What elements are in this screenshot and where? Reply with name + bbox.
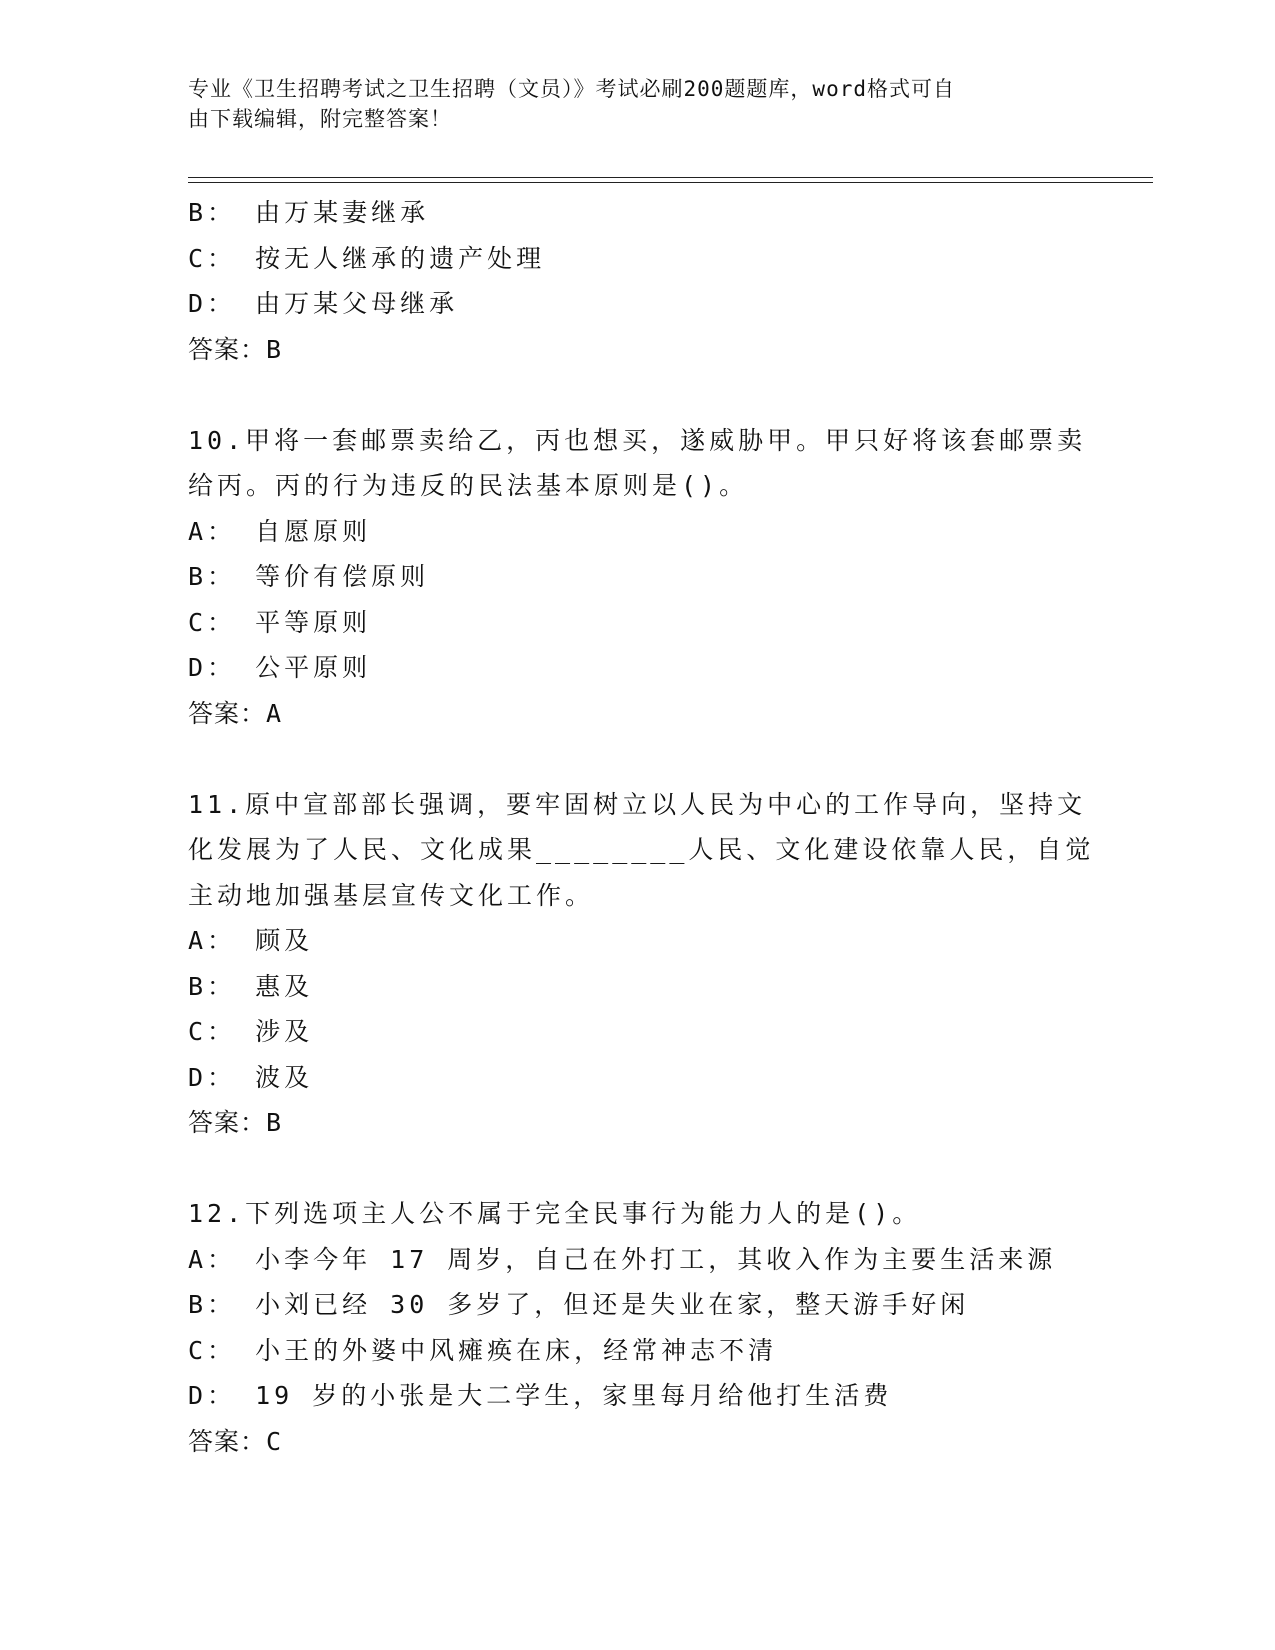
question-stem-line: 11.原中宣部部长强调，要牢固树立以人民为中心的工作导向，坚持文 — [188, 789, 1087, 819]
question-stem-line: 给丙。丙的行为违反的民法基本原则是()。 — [188, 471, 749, 500]
question-content — [188, 190, 1095, 1464]
question-stem-line: 主动地加强基层宣传文化工作。 — [188, 880, 595, 910]
header-line-2: 由下载编辑，附完整答案！ — [188, 107, 452, 131]
answer-line — [188, 691, 1088, 737]
header-rule-top — [188, 177, 1153, 178]
answer-line — [188, 327, 1088, 373]
answer-value: B — [266, 334, 284, 364]
answer-label: 答案： — [188, 698, 267, 728]
header-rule-bottom — [188, 182, 1153, 183]
option-a: A： 顾及 — [188, 926, 314, 955]
answer-label: 答案： — [188, 1108, 267, 1137]
option-d: D： 公平原则 — [188, 653, 372, 682]
option-d: D： 19 岁的小张是大二学生，家里每月给他打生活费 — [188, 1381, 893, 1410]
question-stem-line: 化发展为了人民、文化成果________人民、文化建设依靠人民，自觉 — [188, 835, 1095, 864]
answer-line — [188, 1100, 1088, 1146]
answer-value: A — [266, 698, 284, 728]
answer-label: 答案： — [188, 334, 267, 364]
answer-line — [188, 1419, 1088, 1465]
question-10 — [188, 418, 1088, 737]
option-b: B： 小刘已经 30 多岁了，但还是失业在家，整天游手好闲 — [188, 1290, 970, 1319]
answer-value: C — [266, 1426, 284, 1456]
answer-value: B — [266, 1108, 284, 1137]
question-stem-line: 10.甲将一套邮票卖给乙，丙也想买，遂威胁甲。甲只好将该套邮票卖 — [188, 425, 1087, 455]
option-a: A： 自愿原则 — [188, 516, 372, 546]
question-9-continued — [188, 190, 1088, 372]
option-c: C： 平等原则 — [188, 607, 372, 637]
option-b: B： 惠及 — [188, 971, 314, 1001]
question-12 — [188, 1191, 1088, 1464]
option-b: B： 由万某妻继承 — [188, 198, 430, 227]
option-c: C： 按无人继承的遗产处理 — [188, 243, 546, 273]
option-b: B： 等价有偿原则 — [188, 562, 430, 591]
option-d: D： 由万某父母继承 — [188, 289, 459, 318]
option-a: A： 小李今年 17 周岁，自己在外打工，其收入作为主要生活来源 — [188, 1244, 1057, 1274]
option-c: C： 小王的外婆中风瘫痪在床，经常神志不清 — [188, 1335, 778, 1365]
question-11 — [188, 782, 1095, 1146]
option-c: C： 涉及 — [188, 1017, 314, 1046]
header-line-1: 专业《卫生招聘考试之卫生招聘（文员）》考试必刷200题题库，word格式可自 — [188, 77, 955, 101]
answer-label: 答案： — [188, 1426, 267, 1456]
document-header — [188, 74, 1068, 134]
question-stem-line: 12.下列选项主人公不属于完全民事行为能力人的是()。 — [188, 1199, 922, 1228]
option-d: D： 波及 — [188, 1062, 314, 1092]
